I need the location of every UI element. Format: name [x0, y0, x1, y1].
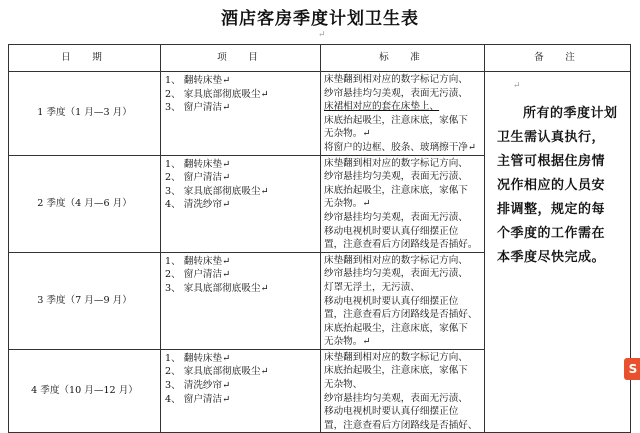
standard-line: 将窗户的边框、胶条、玻璃擦干净↵ [324, 141, 476, 153]
standard-line: 纱帘悬挂均匀美观，表面无污渍、 [324, 268, 468, 280]
standard-line: 纱帘悬挂均匀美观，表面无污渍、 [324, 171, 468, 183]
list-item: 2、 家具底部彻底吸尘↵ [165, 366, 269, 378]
header-date: 日 期 [9, 45, 161, 72]
header-item: 项 目 [161, 45, 321, 72]
items-cell [161, 349, 321, 433]
list-item: 3、 家具底部彻底吸尘↵ [165, 282, 269, 294]
schedule-table [8, 44, 631, 433]
list-item: 4、 清洗纱帘↵ [165, 199, 231, 211]
list-item: 3、 清洗纱帘↵ [165, 380, 231, 392]
standard-line: 床垫翻到相对应的数字标记方向、 [324, 157, 468, 169]
items-cell [161, 72, 321, 156]
brand-logo: S [624, 358, 640, 380]
paragraph-mark: ↵ [318, 30, 326, 40]
standard-cell [321, 155, 485, 252]
list-item: 1、 翻转床垫↵ [165, 158, 231, 170]
list-item: 1、 翻转床垫↵ [165, 75, 231, 86]
standard-line: 无杂物。↵ [324, 336, 371, 348]
standard-line: 移动电视机时要认真仔细摆正位 [324, 225, 459, 237]
period-cell: 3 季度（7 月—9 月） [9, 252, 161, 349]
standard-cell [321, 72, 485, 156]
list-item: 2、 窗户清洁↵ [165, 269, 231, 281]
standard-line: 移动电视机时要认真仔细摆正位 [324, 406, 459, 418]
standard-line: 移动电视机时要认真仔细摆正位 [324, 295, 459, 307]
standard-line: 纱帘悬挂均匀美观，表面无污渍、 [324, 211, 468, 223]
list-item: 1、 翻转床垫↵ [165, 352, 231, 364]
standard-line: 纱帘悬挂均匀美观，表面无污渍、 [324, 392, 468, 404]
header-row [9, 45, 631, 72]
standard-line: 置，注意查看后方闭路线是否插好、 [324, 419, 478, 431]
standard-line: 无杂物。↵ [324, 128, 371, 140]
standard-line: 床底抬起吸尘，注意床底，家俬下 [324, 184, 468, 196]
page-title: 酒店客房季度计划卫生表 [221, 9, 419, 29]
standard-line: 床底抬起吸尘，注意床底，家俬下 [324, 322, 468, 334]
list-item: 1、 翻转床垫↵ [165, 255, 231, 267]
standard-cell [321, 349, 485, 433]
list-item: 3、 窗户清洁↵ [165, 102, 231, 114]
standard-line: 床垫翻到相对应的数字标记方向、 [324, 351, 468, 363]
list-item: 3、 家具底部彻底吸尘↵ [165, 185, 269, 197]
period-cell: 2 季度（4 月—6 月） [9, 155, 161, 252]
standard-cell [321, 252, 485, 349]
table-row [9, 72, 631, 156]
items-cell [161, 155, 321, 252]
list-item: 2、 家具底部彻底吸尘↵ [165, 88, 269, 100]
standard-line: 床底抬起吸尘，注意床底，家俬下 [324, 114, 468, 126]
standard-line: 置，注意查看后方闭路线是否插好。 [324, 239, 478, 251]
standard-line: 无杂物。↵ [324, 198, 371, 210]
list-item: 4、 窗户清洁↵ [165, 393, 231, 405]
header-note: 备 注 [485, 45, 631, 72]
paragraph-mark: ↵ [513, 81, 521, 91]
standard-line: 无杂物、 [324, 379, 363, 391]
items-cell [161, 252, 321, 349]
standard-line: 置，注意查看后方闭路线是否插好、 [324, 309, 478, 321]
standard-line: 床底抬起吸尘，注意床底，家俬下 [324, 365, 468, 377]
period-cell: 1 季度（1 月—3 月） [9, 72, 161, 156]
standard-line: 床垫翻到相对应的数字标记方向、 [324, 254, 468, 266]
note-text: 所有的季度计划卫生需认真执行，主管可根据住房情况作相应的人员安排调整，规定的每个季度的工作需在本季度尽快完成。 [497, 105, 618, 265]
list-item: 2、 窗户清洁↵ [165, 172, 231, 184]
standard-line: 灯罩无浮土，无污渍、 [324, 281, 420, 293]
standard-line: 纱帘悬挂均匀美观，表面无污渍、 [324, 87, 468, 99]
note-cell [485, 72, 631, 433]
period-cell: 4 季度（10 月—12 月） [9, 349, 161, 433]
standard-line: 床垫翻到相对应的数字标记方向、 [324, 74, 468, 85]
standard-line: 床裙相对应的套在床垫上、 [324, 101, 440, 113]
header-standard: 标 准 [321, 45, 485, 72]
